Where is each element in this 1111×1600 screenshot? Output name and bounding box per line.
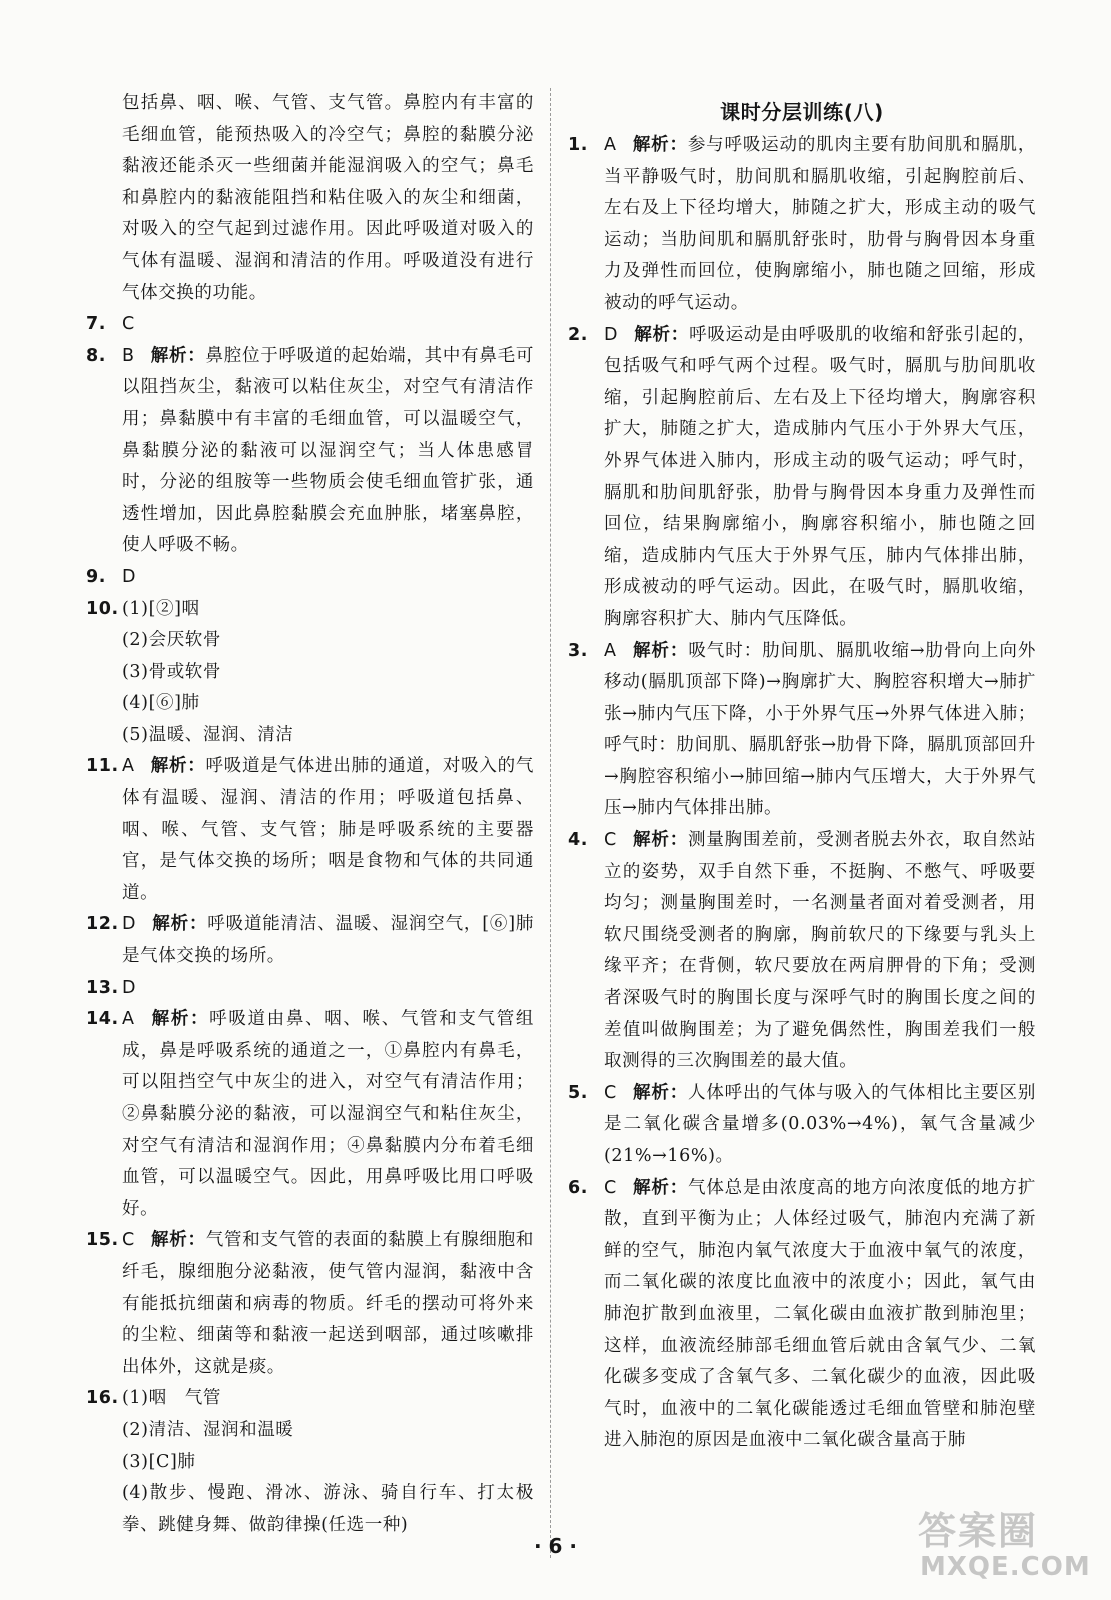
sub-answer: (2)会厌软骨 [122, 630, 221, 651]
item-number: 15. [86, 1230, 119, 1251]
analysis-text: 气管和支气管的表面的黏膜上有腺细胞和纤毛，腺细胞分泌黏液，使气管内湿润，黏液中含有能抵抗细菌和病毒的物质。纤毛的摆动可将外来的尘粒、细菌等和黏液一起送到咽部，通过咳嗽排出体外，这就是痰。 [122, 1230, 534, 1377]
analysis-label: 解析： [632, 135, 688, 155]
answer-choice: C [604, 1177, 617, 1198]
analysis-text: 人体呼出的气体与吸入的气体相比主要区别是二氧化碳含量增多(0.03%→4%)，氧气含量减少(21%→16%)。 [604, 1082, 1036, 1166]
answer-choice: C [604, 830, 617, 851]
column-divider [550, 88, 551, 1558]
answer-choice: D [122, 566, 137, 587]
analysis-label: 解析： [632, 830, 689, 851]
analysis-text: 鼻腔位于呼吸道的起始端，其中有鼻毛可以阻挡灰尘，黏液可以粘住灰尘，对空气有清洁作用；鼻黏膜中有丰富的毛细血管，可以温暖空气，鼻黏膜分泌的黏液可以湿润空气；当人体患感冒时，分泌的组胺等一些物质会使毛细血管扩张，通透性增加，因此鼻腔黏膜会充血肿胀，堵塞鼻腔，使人呼吸不畅。 [122, 345, 534, 556]
item-number: 10. [86, 598, 119, 619]
analysis-label: 解析： [632, 1082, 689, 1103]
answer-item-8 [86, 341, 534, 562]
left-column [86, 88, 534, 1541]
analysis-text: 呼吸运动是由呼吸肌的收缩和舒张引起的，包括吸气和呼气两个过程。吸气时，膈肌与肋间肌收缩，引起胸腔前后、左右及上下径均增大，胸廓容积扩大，肺随之扩大，造成肺内气压小于外界大气压，外界气体进入肺内，形成主动的吸气运动；呼气时，膈肌和肋间肌舒张，肋骨与胸骨因本身重力及弹性而回位，结果胸廓缩小，胸廓容积缩小，肺也随之回缩，造成肺内气压大于外界气压，肺内气体排出肺，形成被动的呼气运动。因此，在吸气时，膈肌收缩，胸廓容积扩大、肺内气压降低。 [604, 324, 1036, 629]
watermark-url: MXQE.COM [920, 1552, 1091, 1582]
item-number: 11. [86, 756, 119, 777]
answer-choice: D [122, 914, 137, 935]
answer-choice: B [122, 345, 135, 366]
answer-item-2 [568, 320, 1036, 636]
answer-choice: A [604, 640, 617, 661]
page-number: · 6 · [533, 1534, 578, 1558]
answer-item-13 [86, 973, 534, 1005]
answer-choice: C [604, 1082, 617, 1103]
sub-answer: (3)骨或软骨 [122, 661, 221, 682]
answer-item-1 [568, 130, 1036, 320]
answer-item-3 [568, 636, 1036, 826]
sub-answer: (5)温暖、湿润、清洁 [122, 724, 294, 745]
watermark-logo [918, 1500, 1091, 1588]
analysis-text: 测量胸围差前，受测者脱去外衣，取自然站立的姿势，双手自然下垂，不挺胸、不憋气、呼吸要均匀；测量胸围差时，一名测量者面对着受测者，用软尺围绕受测者的胸廓，胸前软尺的下缘要与乳头上缘平齐；在背侧，软尺要放在两肩胛骨的下角；受测者深吸气时的胸围长度与深呼气时的胸围长度之间的差值叫做胸围差；为了避免偶然性，胸围差我们一般取测得的三次胸围差的最大值。 [604, 830, 1036, 1072]
analysis-text: 气体总是由浓度高的地方向浓度低的地方扩散，直到平衡为止；人体经过吸气，肺泡内充满了新鲜的空气，肺泡内氧气浓度大于血液中氧气的浓度，而二氧化碳的浓度比血液中的浓度小；因此，氧气由肺泡扩散到血液里，二氧化碳由血液扩散到肺泡里；这样，血液流经肺部毛细血管后就由含氧气少、二氧化碳多变成了含氧气多、二氧化碳少的血液，因此吸气时，血液中的二氧化碳能透过毛细血管壁和肺泡壁进入肺泡的原因是血液中二氧化碳含量高于肺 [604, 1177, 1036, 1451]
analysis-label: 解析： [634, 324, 690, 345]
analysis-text: 呼吸道是气体进出肺的通道，对吸入的气体有温暖、湿润、清洁的作用；呼吸道包括鼻、咽、喉、气管、支气管；肺是呼吸系统的主要器官，是气体交换的场所；咽是食物和气体的共同通道。 [122, 756, 534, 903]
answer-item-16 [86, 1383, 534, 1541]
item-number: 14. [86, 1009, 119, 1030]
item-number: 13. [86, 977, 119, 998]
answer-item-12 [86, 909, 534, 972]
right-column [568, 88, 1036, 1457]
analysis-text: 呼吸道能清洁、温暖、湿润空气，[⑥]肺是气体交换的场所。 [122, 914, 534, 967]
analysis-text: 吸气时：肋间肌、膈肌收缩→肋骨向上向外移动(膈肌顶部下降)→胸廓扩大、胸腔容积增大→肺扩张→肺内气压下降，小于外界气压→外界气体进入肺；呼气时：肋间肌、膈肌舒张→肋骨下降，膈肌顶部回升→胸腔容积缩小→肺回缩→肺内气压增大，大于外界气压→肺内气体排出肺。 [604, 640, 1036, 819]
sub-answer: (1)[②]咽 [122, 598, 200, 619]
analysis-label: 解析： [150, 345, 206, 366]
item-number: 16. [86, 1388, 119, 1409]
analysis-label: 解析： [152, 914, 208, 935]
continued-paragraph: 包括鼻、咽、喉、气管、支气管。鼻腔内有丰富的毛细血管，能预热吸入的冷空气；鼻腔的黏膜分泌黏液还能杀灭一些细菌并能湿润吸入的空气；鼻毛和鼻腔内的黏液能阻挡和粘住吸入的灰尘和细菌，对吸入的空气起到过滤作用。因此呼吸道对吸入的气体有温暖、湿润和清洁的作用。呼吸道没有进行气体交换的功能。 [122, 93, 534, 303]
sub-answer: (4)散步、慢跑、滑冰、游泳、骑自行车、打太极拳、跳健身舞、做韵律操(任选一种) [122, 1483, 534, 1535]
answer-item-5 [568, 1078, 1036, 1173]
analysis-label: 解析： [150, 1009, 210, 1030]
sub-answer: (2)清洁、湿润和温暖 [122, 1419, 294, 1440]
answer-item-7 [86, 309, 534, 341]
section-title: 课时分层训练(八) [720, 100, 884, 124]
item-number: 6. [568, 1177, 589, 1198]
item-number: 2. [568, 324, 589, 345]
item-number: 7. [86, 314, 107, 335]
answer-choice: A [122, 1009, 135, 1030]
sub-answer: (1)咽 气管 [122, 1388, 221, 1409]
answer-choice: C [122, 314, 135, 335]
item-number: 9. [86, 566, 107, 587]
answer-item-9 [86, 562, 534, 594]
answer-item-15 [86, 1225, 534, 1383]
answer-choice: C [122, 1230, 135, 1251]
item-number: 3. [568, 640, 589, 661]
analysis-label: 解析： [632, 1177, 689, 1198]
analysis-label: 解析： [150, 756, 206, 777]
analysis-text: 参与呼吸运动的肌肉主要有肋间肌和膈肌，当平静吸气时，肋间肌和膈肌收缩，引起胸腔前后、左右及上下径均增大，肺随之扩大，形成主动的吸气运动；当肋间肌和膈肌舒张时，肋骨与胸骨因本身重力及弹性而回位，使胸廓缩小，肺也随之回缩，形成被动的呼气运动。 [604, 135, 1036, 313]
analysis-label: 解析： [150, 1230, 206, 1251]
watermark-logo-text: 答案圈 [918, 1509, 1039, 1553]
item-number: 1. [568, 135, 589, 155]
analysis-text: 呼吸道由鼻、咽、喉、气管和支气管组成，鼻是呼吸系统的通道之一，①鼻腔内有鼻毛，可以阻挡空气中灰尘的进入，对空气有清洁作用；②鼻黏膜分泌的黏液，可以湿润空气和粘住灰尘，对空气有清洁和湿润作用；④鼻黏膜内分布着毛细血管，可以温暖空气。因此，用鼻呼吸比用口呼吸好。 [122, 1009, 534, 1219]
sub-answer: (4)[⑥]肺 [122, 693, 200, 714]
answer-item-10 [86, 594, 534, 752]
answer-choice: A [604, 135, 617, 155]
item-number: 4. [568, 830, 589, 851]
sub-answer: (3)[C]肺 [122, 1451, 196, 1472]
item-number: 8. [86, 345, 107, 366]
answer-choice: D [604, 324, 619, 345]
analysis-label: 解析： [632, 640, 689, 661]
answer-item-4 [568, 825, 1036, 1078]
answer-item-6 [568, 1173, 1036, 1457]
answer-choice: D [122, 977, 137, 998]
item-number: 5. [568, 1082, 589, 1103]
item-number: 12. [86, 914, 119, 935]
answer-item-14 [86, 1004, 534, 1225]
answer-item-11 [86, 751, 534, 909]
answer-choice: A [122, 756, 135, 777]
